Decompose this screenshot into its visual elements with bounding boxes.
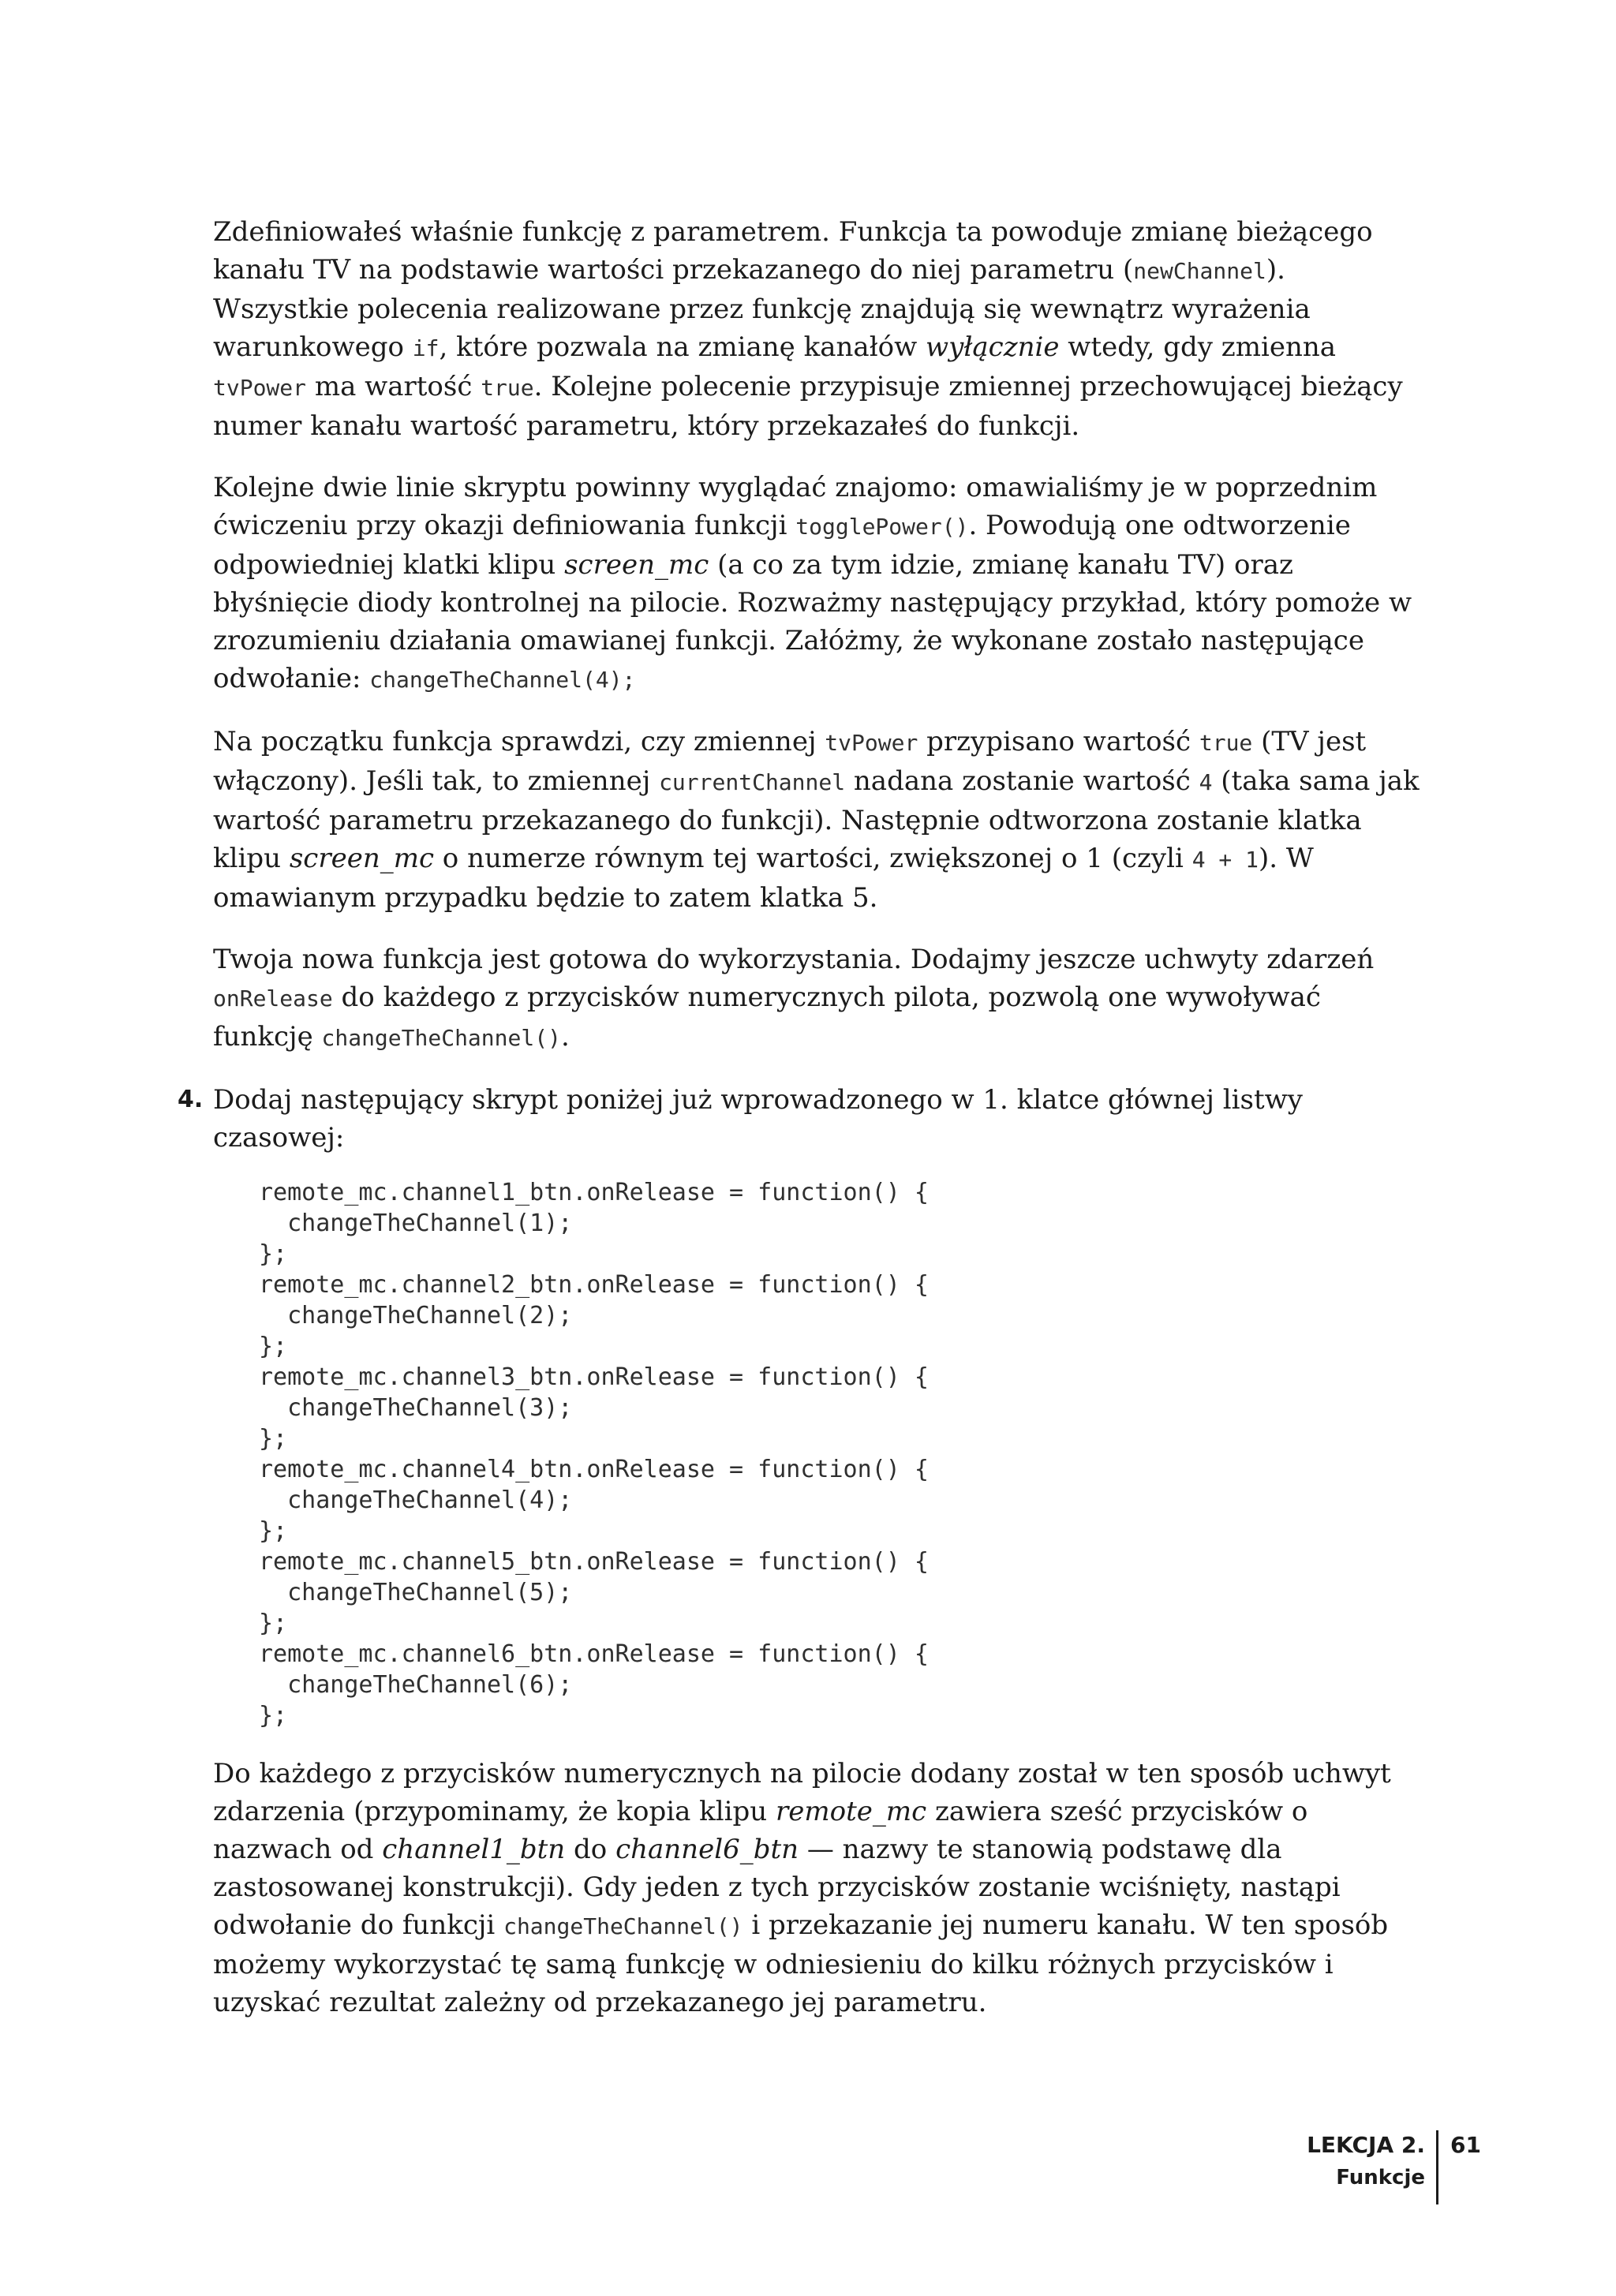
- text-run: do każdego z przycisków numerycznych pilota, pozwolą one wywoływać funkcję: [213, 982, 1321, 1053]
- text-run: . Kolejne polecenie przypisuje zmiennej przechowującej bieżący numer kanału wartość parametru, który przekazałeś do funkcji.: [213, 371, 1403, 442]
- text-run: i przekazanie jej numeru kanału. W ten sposób możemy wykorzystać tę samą funkcję w odniesieniu do kilku różnych przycisków i uzyskać rezultat zależny od przekazanego jej parametru.: [213, 1909, 1389, 2018]
- inline-code: changeTheChannel(): [321, 1025, 561, 1051]
- step-number: 4.: [178, 1086, 204, 1113]
- text-run: ). Wszystkie polecenia realizowane przez funkcję znajdują się wewnątrz wyrażenia warunkowego: [213, 254, 1311, 363]
- inline-code: tvPower: [825, 730, 918, 756]
- inline-code: newChannel: [1133, 258, 1266, 284]
- text-run: Na początku funkcja sprawdzi, czy zmiennej: [213, 726, 825, 757]
- step-text: Dodaj następujący skrypt poniżej już wprowadzonego w 1. klatce głównej listwy czasowej:: [213, 1084, 1303, 1154]
- paragraph-function-parameter: [213, 213, 1420, 445]
- inline-code: changeTheChannel(4);: [369, 667, 636, 693]
- emphasis: screen_mc: [564, 549, 709, 581]
- inline-code: changeTheChannel(): [503, 1913, 743, 1939]
- text-run: (taka sama jak wartość parametru przekazanego do funkcji). Następnie odtworzona zostanie klatka klipu: [213, 765, 1420, 874]
- inline-code: tvPower: [213, 375, 307, 401]
- paragraph-handlers-intro: [213, 940, 1420, 1057]
- text-run: , które pozwala na zmianę kanałów: [439, 331, 926, 363]
- text-run: nadana zostanie wartość: [845, 765, 1199, 797]
- text-run: przypisano wartość: [918, 726, 1199, 757]
- emphasis: channel6_btn: [615, 1834, 799, 1865]
- text-run: — nazwy te stanowią podstawę dla zastosowanej konstrukcji). Gdy jeden z tych przycisków zostanie wciśnięty, nastąpi odwołanie do funkcji: [213, 1834, 1341, 1941]
- text-run: wtedy, gdy zmienna: [1059, 331, 1337, 363]
- emphasis: remote_mc: [776, 1796, 927, 1827]
- paragraph-script-lines: [213, 469, 1420, 699]
- text-run: Twoja nowa funkcja jest gotowa do wykorzystania. Dodajmy jeszcze uchwyty zdarzeń: [213, 944, 1375, 975]
- footer-divider: [1436, 2130, 1438, 2204]
- emphasis: wyłącznie: [926, 331, 1060, 363]
- text-run: zawiera sześć przycisków o nazwach od: [213, 1796, 1308, 1865]
- paragraph-summary: [213, 1755, 1420, 2021]
- page-number: 61: [1450, 2132, 1481, 2158]
- text-run: Kolejne dwie linie skryptu powinny wyglądać znajomo: omawialiśmy je w poprzednim ćwiczeniu przy okazji definiowania funkcji: [213, 472, 1378, 541]
- text-run: . Powodują one odtworzenie odpowiedniej klatki klipu: [213, 510, 1351, 581]
- text-run: .: [560, 1021, 570, 1053]
- step-4: [178, 1081, 1420, 1157]
- inline-code: 4 + 1: [1191, 847, 1259, 873]
- inline-code: currentChannel: [659, 769, 846, 795]
- paragraph-example: [213, 723, 1420, 917]
- inline-code: true: [481, 375, 534, 401]
- emphasis: channel1_btn: [382, 1834, 566, 1865]
- lesson-label: LEKCJA 2.: [1307, 2132, 1425, 2158]
- text-run: o numerze równym tej wartości, zwiększonej o 1 (czyli: [434, 843, 1192, 874]
- text-run: ). W omawianym przypadku będzie to zatem klatka 5.: [213, 843, 1314, 914]
- emphasis: screen_mc: [289, 843, 434, 874]
- text-run: (a co za tym idzie, zmianę kanału TV) oraz błyśnięcie diody kontrolnej na pilocie. Rozważmy następujący przykład, który pomoże w zrozumieniu działania omawianej funkcji. Załóżmy, że wykonane zostało następujące odwołanie:: [213, 549, 1412, 694]
- text-run: Zdefiniowałeś właśnie funkcję z parametrem. Funkcja ta powoduje zmianę bieżącego kanału TV na podstawie wartości przekazanego do niej parametru (: [213, 216, 1373, 286]
- page-body: [178, 213, 1420, 2045]
- text-run: Do każdego z przycisków numerycznych na pilocie dodany został w ten sposób uchwyt zdarzenia (przypominamy, że kopia klipu: [213, 1758, 1391, 1827]
- page-footer: [1294, 2130, 1491, 2209]
- text-run: do: [565, 1834, 616, 1865]
- code-block: remote_mc.channel1_btn.onRelease = function() { changeTheChannel(1); }; remote_mc.channel2_btn.onRelease = function() { changeTheChannel(2); }; remote_mc.channel3_btn.onRelease = function() { changeTheChannel(3); }; remote_mc.channel4_btn.onRelease = function() { changeTheChannel(4); }; remote_mc.channel5_btn.onRelease = function() { changeTheChannel(5); }; remote_mc.channel6_btn.onRelease = function() { changeTheChannel(6); };: [259, 1179, 929, 1729]
- inline-code: togglePower(): [795, 514, 969, 540]
- inline-code: if: [412, 335, 440, 361]
- inline-code: 4: [1199, 769, 1213, 795]
- text-run: (TV jest włączony). Jeśli tak, to zmiennej: [213, 726, 1367, 797]
- inline-code: onRelease: [213, 985, 333, 1012]
- text-run: ma wartość: [306, 371, 481, 402]
- inline-code: true: [1199, 730, 1253, 756]
- section-label: Funkcje: [1336, 2166, 1425, 2189]
